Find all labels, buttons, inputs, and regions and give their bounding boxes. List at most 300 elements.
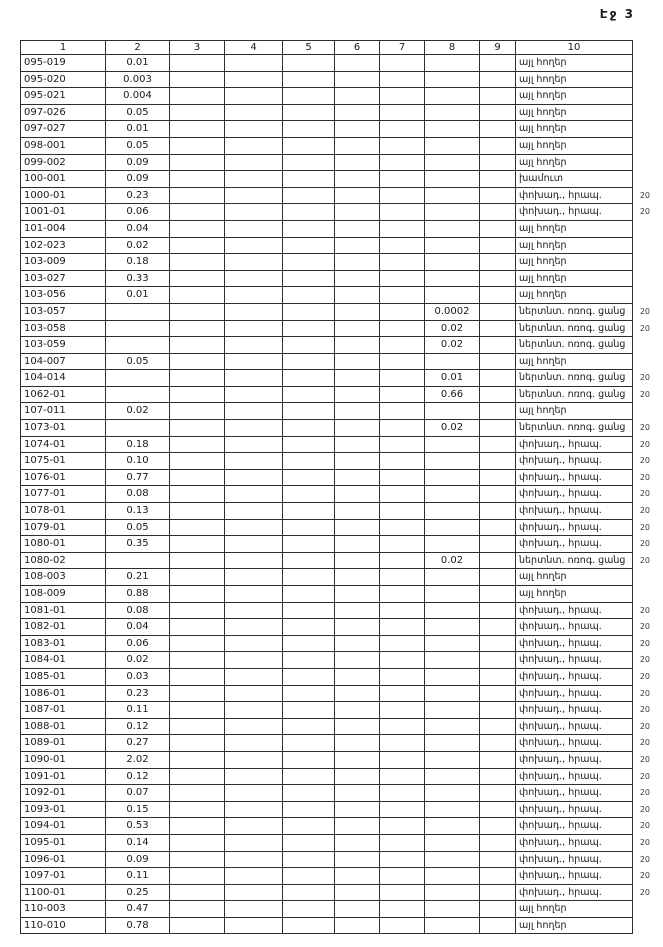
cell-col2: 0.06 bbox=[106, 204, 170, 221]
cell-col6 bbox=[335, 104, 380, 121]
cell-col4 bbox=[225, 71, 283, 88]
cell-col1: 101-004 bbox=[21, 220, 106, 237]
margin-note: 20 bbox=[639, 539, 650, 549]
cell-col4 bbox=[225, 884, 283, 901]
cell-col3 bbox=[170, 602, 225, 619]
cell-col5 bbox=[283, 834, 335, 851]
cell-col8 bbox=[425, 519, 480, 536]
table-row bbox=[21, 420, 633, 437]
cell-col1: 1087-01 bbox=[21, 702, 106, 719]
margin-note: 20 bbox=[639, 456, 650, 466]
margin-note: 20 bbox=[639, 688, 650, 698]
cell-col3 bbox=[170, 652, 225, 669]
cell-col9 bbox=[480, 851, 516, 868]
cell-col5 bbox=[283, 237, 335, 254]
cell-col5 bbox=[283, 884, 335, 901]
column-header: 4 bbox=[225, 41, 283, 55]
cell-col6 bbox=[335, 552, 380, 569]
cell-col3 bbox=[170, 519, 225, 536]
cell-col3 bbox=[170, 735, 225, 752]
cell-col3 bbox=[170, 685, 225, 702]
cell-col3 bbox=[170, 204, 225, 221]
cell-col2: 0.10 bbox=[106, 453, 170, 470]
cell-col8: 0.01 bbox=[425, 370, 480, 387]
cell-col1: 107-011 bbox=[21, 403, 106, 420]
cell-col1: 095-019 bbox=[21, 55, 106, 72]
cell-col1: 1001-01 bbox=[21, 204, 106, 221]
table-row bbox=[21, 337, 633, 354]
cell-col1: 1093-01 bbox=[21, 801, 106, 818]
cell-col4 bbox=[225, 386, 283, 403]
table-row bbox=[21, 55, 633, 72]
cell-col10: փոխադ., հրապ. 20 bbox=[516, 685, 633, 702]
cell-col2: 0.27 bbox=[106, 735, 170, 752]
cell-col10: այլ հողեր bbox=[516, 917, 633, 934]
cell-col1: 1083-01 bbox=[21, 635, 106, 652]
cell-col6 bbox=[335, 469, 380, 486]
table-row bbox=[21, 619, 633, 636]
margin-note: 20 bbox=[639, 837, 650, 847]
cell-col7 bbox=[380, 569, 425, 586]
cell-col5 bbox=[283, 801, 335, 818]
cell-col3 bbox=[170, 55, 225, 72]
cell-col3 bbox=[170, 469, 225, 486]
cell-col2: 0.11 bbox=[106, 702, 170, 719]
cell-col8 bbox=[425, 204, 480, 221]
cell-col3 bbox=[170, 586, 225, 603]
cell-col1: 1094-01 bbox=[21, 818, 106, 835]
table-row bbox=[21, 718, 633, 735]
cell-col4 bbox=[225, 801, 283, 818]
cell-col1: 097-027 bbox=[21, 121, 106, 138]
table-row bbox=[21, 270, 633, 287]
cell-col1: 1075-01 bbox=[21, 453, 106, 470]
table-row bbox=[21, 901, 633, 918]
cell-col2: 0.05 bbox=[106, 137, 170, 154]
cell-col6 bbox=[335, 320, 380, 337]
cell-col2: 0.05 bbox=[106, 353, 170, 370]
cell-col3 bbox=[170, 901, 225, 918]
cell-col2: 0.12 bbox=[106, 768, 170, 785]
cell-col10: փոխադ., հրապ. 20 bbox=[516, 503, 633, 520]
cell-col2 bbox=[106, 420, 170, 437]
cell-col8 bbox=[425, 602, 480, 619]
column-header: 1 bbox=[21, 41, 106, 55]
cell-col8 bbox=[425, 735, 480, 752]
cell-col8 bbox=[425, 569, 480, 586]
cell-col6 bbox=[335, 187, 380, 204]
margin-note: 20 bbox=[639, 804, 650, 814]
cell-col7 bbox=[380, 619, 425, 636]
cell-col6 bbox=[335, 602, 380, 619]
cell-col8 bbox=[425, 171, 480, 188]
table-row bbox=[21, 917, 633, 934]
table-body bbox=[21, 55, 650, 934]
table-row bbox=[21, 204, 633, 221]
cell-col7 bbox=[380, 486, 425, 503]
table-row bbox=[21, 71, 633, 88]
cell-col5 bbox=[283, 386, 335, 403]
cell-col3 bbox=[170, 254, 225, 271]
cell-col3 bbox=[170, 171, 225, 188]
cell-col1: 103-009 bbox=[21, 254, 106, 271]
cell-col8 bbox=[425, 884, 480, 901]
cell-col4 bbox=[225, 619, 283, 636]
cell-col3 bbox=[170, 751, 225, 768]
column-header: 10 bbox=[516, 41, 633, 55]
cell-col8 bbox=[425, 536, 480, 553]
cell-col1: 1062-01 bbox=[21, 386, 106, 403]
cell-col5 bbox=[283, 204, 335, 221]
cell-col5 bbox=[283, 254, 335, 271]
cell-col4 bbox=[225, 154, 283, 171]
cell-col2: 0.15 bbox=[106, 801, 170, 818]
cell-col7 bbox=[380, 237, 425, 254]
margin-note: 20 bbox=[639, 439, 650, 449]
cell-col2: 0.23 bbox=[106, 685, 170, 702]
cell-col3 bbox=[170, 303, 225, 320]
cell-col4 bbox=[225, 204, 283, 221]
cell-col4 bbox=[225, 635, 283, 652]
cell-col4 bbox=[225, 917, 283, 934]
cell-col4 bbox=[225, 718, 283, 735]
cell-col4 bbox=[225, 270, 283, 287]
cell-col10: փոխադ., հրապ. 20 bbox=[516, 187, 633, 204]
margin-note: 20 bbox=[639, 605, 650, 615]
cell-col1: 1096-01 bbox=[21, 851, 106, 868]
table-row bbox=[21, 685, 633, 702]
cell-col5 bbox=[283, 668, 335, 685]
cell-col1: 1085-01 bbox=[21, 668, 106, 685]
cell-col1: 1081-01 bbox=[21, 602, 106, 619]
cell-col1: 110-010 bbox=[21, 917, 106, 934]
cell-col8 bbox=[425, 187, 480, 204]
cell-col9 bbox=[480, 187, 516, 204]
cell-col2: 0.88 bbox=[106, 586, 170, 603]
cell-col2: 0.04 bbox=[106, 220, 170, 237]
cell-col4 bbox=[225, 370, 283, 387]
page-number-label: Էջ 3 bbox=[599, 7, 635, 21]
cell-col9 bbox=[480, 552, 516, 569]
cell-col5 bbox=[283, 569, 335, 586]
cell-col2: 0.05 bbox=[106, 519, 170, 536]
cell-col6 bbox=[335, 121, 380, 138]
cell-col8: 0.02 bbox=[425, 320, 480, 337]
cell-col9 bbox=[480, 785, 516, 802]
cell-col10: փոխադ., հրապ. 20 bbox=[516, 619, 633, 636]
cell-col7 bbox=[380, 436, 425, 453]
cell-col2: 0.77 bbox=[106, 469, 170, 486]
cell-col10: փոխադ., հրապ. 20 bbox=[516, 469, 633, 486]
cell-col4 bbox=[225, 453, 283, 470]
cell-col9 bbox=[480, 818, 516, 835]
cell-col2: 0.09 bbox=[106, 154, 170, 171]
cell-col4 bbox=[225, 303, 283, 320]
cell-col9 bbox=[480, 370, 516, 387]
cell-col1: 099-002 bbox=[21, 154, 106, 171]
cell-col6 bbox=[335, 453, 380, 470]
margin-note: 20 bbox=[639, 854, 650, 864]
table-row bbox=[21, 121, 633, 138]
cell-col5 bbox=[283, 619, 335, 636]
table-row bbox=[21, 519, 633, 536]
cell-col7 bbox=[380, 735, 425, 752]
cell-col10: այլ հողեր bbox=[516, 55, 633, 72]
table-row bbox=[21, 569, 633, 586]
cell-col10: փոխադ., հրապ. 20 bbox=[516, 718, 633, 735]
cell-col7 bbox=[380, 685, 425, 702]
cell-col9 bbox=[480, 735, 516, 752]
cell-col7 bbox=[380, 320, 425, 337]
cell-col4 bbox=[225, 569, 283, 586]
margin-note: 20 bbox=[639, 821, 650, 831]
cell-col6 bbox=[335, 204, 380, 221]
cell-col9 bbox=[480, 71, 516, 88]
cell-col5 bbox=[283, 635, 335, 652]
cell-col10: փոխադ., հրապ. 20 bbox=[516, 436, 633, 453]
cell-col2: 0.05 bbox=[106, 104, 170, 121]
cell-col10: այլ հողեր bbox=[516, 901, 633, 918]
cell-col7 bbox=[380, 403, 425, 420]
margin-note: 20 bbox=[639, 555, 650, 565]
cell-col8 bbox=[425, 834, 480, 851]
cell-col4 bbox=[225, 901, 283, 918]
cell-col7 bbox=[380, 469, 425, 486]
cell-col2 bbox=[106, 386, 170, 403]
cell-col7 bbox=[380, 586, 425, 603]
cell-col1: 1097-01 bbox=[21, 868, 106, 885]
cell-col5 bbox=[283, 104, 335, 121]
cell-col8 bbox=[425, 453, 480, 470]
cell-col2: 0.09 bbox=[106, 171, 170, 188]
cell-col5 bbox=[283, 55, 335, 72]
margin-note: 20 bbox=[639, 489, 650, 499]
cell-col7 bbox=[380, 386, 425, 403]
cell-col2: 0.01 bbox=[106, 121, 170, 138]
cell-col8 bbox=[425, 652, 480, 669]
cell-col3 bbox=[170, 785, 225, 802]
cell-col10: այլ հողեր bbox=[516, 586, 633, 603]
cell-col9 bbox=[480, 104, 516, 121]
cell-col5 bbox=[283, 287, 335, 304]
table-row bbox=[21, 635, 633, 652]
cell-col2: 0.25 bbox=[106, 884, 170, 901]
cell-col9 bbox=[480, 768, 516, 785]
cell-col4 bbox=[225, 403, 283, 420]
table-row bbox=[21, 536, 633, 553]
cell-col6 bbox=[335, 88, 380, 105]
cell-col6 bbox=[335, 237, 380, 254]
cell-col9 bbox=[480, 320, 516, 337]
cell-col4 bbox=[225, 353, 283, 370]
cell-col3 bbox=[170, 337, 225, 354]
cell-col2: 0.07 bbox=[106, 785, 170, 802]
cell-col7 bbox=[380, 220, 425, 237]
table-row bbox=[21, 104, 633, 121]
cell-col9 bbox=[480, 137, 516, 154]
cell-col3 bbox=[170, 420, 225, 437]
cell-col7 bbox=[380, 55, 425, 72]
cell-col7 bbox=[380, 104, 425, 121]
cell-col9 bbox=[480, 171, 516, 188]
cell-col10: այլ հողեր bbox=[516, 237, 633, 254]
cell-col2: 0.18 bbox=[106, 254, 170, 271]
cell-col9 bbox=[480, 868, 516, 885]
cell-col1: 1074-01 bbox=[21, 436, 106, 453]
cell-col7 bbox=[380, 602, 425, 619]
cell-col2: 0.13 bbox=[106, 503, 170, 520]
cell-col5 bbox=[283, 685, 335, 702]
table-row bbox=[21, 818, 633, 835]
cell-col10: փոխադ., հրապ. 20 bbox=[516, 602, 633, 619]
column-header: 9 bbox=[480, 41, 516, 55]
cell-col3 bbox=[170, 403, 225, 420]
cell-col5 bbox=[283, 901, 335, 918]
cell-col10: խամուտ bbox=[516, 171, 633, 188]
cell-col7 bbox=[380, 71, 425, 88]
cell-col10: ներտնտ. ոռոգ. ցանց 20 bbox=[516, 370, 633, 387]
cell-col4 bbox=[225, 420, 283, 437]
cell-col4 bbox=[225, 486, 283, 503]
cell-col7 bbox=[380, 818, 425, 835]
cell-col3 bbox=[170, 104, 225, 121]
cell-col5 bbox=[283, 71, 335, 88]
cell-col5 bbox=[283, 320, 335, 337]
cell-col2: 0.01 bbox=[106, 287, 170, 304]
margin-note: 20 bbox=[639, 389, 650, 399]
cell-col3 bbox=[170, 552, 225, 569]
cell-col4 bbox=[225, 104, 283, 121]
cell-col6 bbox=[335, 884, 380, 901]
cell-col9 bbox=[480, 287, 516, 304]
cell-col5 bbox=[283, 586, 335, 603]
cell-col3 bbox=[170, 884, 225, 901]
cell-col1: 1100-01 bbox=[21, 884, 106, 901]
land-parcel-table bbox=[20, 40, 650, 934]
cell-col9 bbox=[480, 204, 516, 221]
cell-col5 bbox=[283, 702, 335, 719]
cell-col10: փոխադ., հրապ. 20 bbox=[516, 652, 633, 669]
cell-col9 bbox=[480, 88, 516, 105]
cell-col2: 0.09 bbox=[106, 851, 170, 868]
margin-note: 20 bbox=[639, 306, 650, 316]
cell-col9 bbox=[480, 602, 516, 619]
cell-col9 bbox=[480, 386, 516, 403]
cell-col9 bbox=[480, 55, 516, 72]
cell-col9 bbox=[480, 685, 516, 702]
cell-col5 bbox=[283, 785, 335, 802]
cell-col6 bbox=[335, 917, 380, 934]
cell-col9 bbox=[480, 718, 516, 735]
cell-col4 bbox=[225, 586, 283, 603]
cell-col8 bbox=[425, 353, 480, 370]
cell-col5 bbox=[283, 868, 335, 885]
cell-col7 bbox=[380, 503, 425, 520]
cell-col4 bbox=[225, 851, 283, 868]
cell-col4 bbox=[225, 469, 283, 486]
cell-col8 bbox=[425, 121, 480, 138]
cell-col4 bbox=[225, 868, 283, 885]
cell-col5 bbox=[283, 735, 335, 752]
cell-col6 bbox=[335, 834, 380, 851]
cell-col5 bbox=[283, 270, 335, 287]
cell-col1: 1092-01 bbox=[21, 785, 106, 802]
cell-col10: այլ հողեր bbox=[516, 121, 633, 138]
cell-col10: փոխադ., հրապ. 20 bbox=[516, 768, 633, 785]
cell-col1: 103-057 bbox=[21, 303, 106, 320]
margin-note: 20 bbox=[639, 522, 650, 532]
cell-col4 bbox=[225, 503, 283, 520]
cell-col4 bbox=[225, 834, 283, 851]
cell-col5 bbox=[283, 652, 335, 669]
table-row bbox=[21, 486, 633, 503]
cell-col1: 095-021 bbox=[21, 88, 106, 105]
cell-col8 bbox=[425, 785, 480, 802]
cell-col2 bbox=[106, 320, 170, 337]
cell-col7 bbox=[380, 785, 425, 802]
cell-col5 bbox=[283, 436, 335, 453]
cell-col1: 1082-01 bbox=[21, 619, 106, 636]
cell-col1: 097-026 bbox=[21, 104, 106, 121]
table-row bbox=[21, 187, 633, 204]
cell-col8 bbox=[425, 851, 480, 868]
table-row bbox=[21, 751, 633, 768]
cell-col8 bbox=[425, 668, 480, 685]
cell-col9 bbox=[480, 536, 516, 553]
cell-col8 bbox=[425, 436, 480, 453]
cell-col9 bbox=[480, 337, 516, 354]
cell-col8 bbox=[425, 254, 480, 271]
cell-col3 bbox=[170, 818, 225, 835]
cell-col7 bbox=[380, 337, 425, 354]
cell-col2: 2.02 bbox=[106, 751, 170, 768]
cell-col6 bbox=[335, 735, 380, 752]
cell-col5 bbox=[283, 88, 335, 105]
cell-col10: փոխադ., հրապ. 20 bbox=[516, 702, 633, 719]
column-header: 8 bbox=[425, 41, 480, 55]
cell-col5 bbox=[283, 353, 335, 370]
cell-col8 bbox=[425, 635, 480, 652]
cell-col3 bbox=[170, 834, 225, 851]
cell-col2: 0.04 bbox=[106, 619, 170, 636]
cell-col8 bbox=[425, 104, 480, 121]
cell-col10: փոխադ., հրապ. 20 bbox=[516, 519, 633, 536]
cell-col4 bbox=[225, 685, 283, 702]
cell-col7 bbox=[380, 801, 425, 818]
cell-col1: 095-020 bbox=[21, 71, 106, 88]
cell-col1: 1078-01 bbox=[21, 503, 106, 520]
cell-col6 bbox=[335, 71, 380, 88]
cell-col8 bbox=[425, 586, 480, 603]
cell-col8 bbox=[425, 751, 480, 768]
cell-col10: փոխադ., հրապ. 20 bbox=[516, 851, 633, 868]
table-row bbox=[21, 436, 633, 453]
cell-col9 bbox=[480, 303, 516, 320]
column-header: 5 bbox=[283, 41, 335, 55]
cell-col9 bbox=[480, 503, 516, 520]
cell-col3 bbox=[170, 702, 225, 719]
table-row bbox=[21, 735, 633, 752]
table-row bbox=[21, 768, 633, 785]
cell-col9 bbox=[480, 420, 516, 437]
cell-col6 bbox=[335, 569, 380, 586]
cell-col4 bbox=[225, 751, 283, 768]
margin-note: 20 bbox=[639, 638, 650, 648]
cell-col8 bbox=[425, 287, 480, 304]
cell-col7 bbox=[380, 154, 425, 171]
cell-col7 bbox=[380, 901, 425, 918]
cell-col8 bbox=[425, 619, 480, 636]
